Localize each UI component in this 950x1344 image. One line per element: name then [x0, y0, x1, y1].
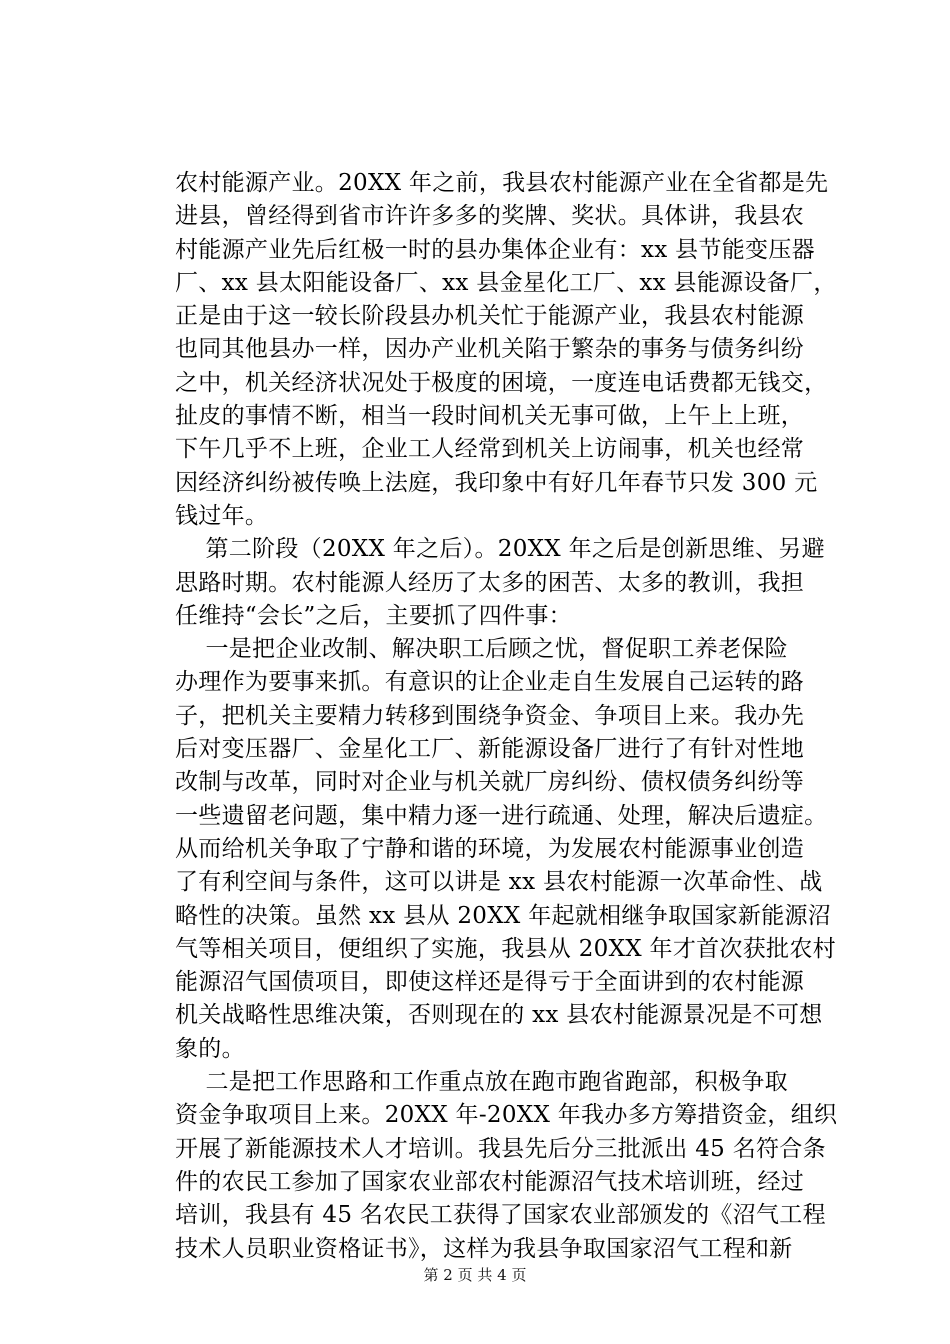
text-line: 农村能源产业。20XX 年之前，我县农村能源产业在全省都是先: [175, 170, 829, 196]
text-line: 开展了新能源技术人才培训。我县先后分三批派出 45 名符合条: [175, 1135, 826, 1162]
text-line: 思路时期。农村能源人经历了太多的困苦、太多的教训，我担: [175, 569, 805, 596]
text-line: 任维持“会长”之后，主要抓了四件事：: [175, 602, 572, 629]
text-line: 厂、xx 县太阳能设备厂、xx 县金星化工厂、xx 县能源设备厂，: [175, 269, 837, 296]
text-line: 钱过年。: [175, 502, 269, 529]
text-line: 件的农民工参加了国家农业部农村能源沼气技术培训班，经过: [175, 1168, 805, 1195]
paragraph-start-line: 第二阶段（20XX 年之后）。20XX 年之后是创新思维、另避: [175, 536, 825, 563]
text-line: 从而给机关争取了宁静和谐的环境，为发展农村能源事业创造: [175, 835, 805, 862]
text-line: 下午几乎不上班，企业工人经常到机关上访闹事，机关也经常: [175, 436, 805, 463]
text-line: 后对变压器厂、金星化工厂、新能源设备厂进行了有针对性地: [175, 736, 805, 763]
document-body: [175, 167, 865, 1266]
text-line: 了有利空间与条件，这可以讲是 xx 县农村能源一次革命性、战: [175, 869, 823, 896]
text-line: 能源沼气国债项目，即使这样还是得亏于全面讲到的农村能源: [175, 969, 805, 996]
text-line: 因经济纠纷被传唤上法庭，我印象中有好几年春节只发 300 元: [175, 469, 818, 496]
text-line: 扯皮的事情不断，相当一段时间机关无事可做，上午上上班，: [175, 403, 805, 430]
paragraph-start-line: 一是把企业改制、解决职工后顾之忧，督促职工养老保险: [175, 636, 788, 663]
text-line: 机关战略性思维决策，否则现在的 xx 县农村能源景况是不可想: [175, 1002, 823, 1029]
text-line: 也同其他县办一样，因办产业机关陷于繁杂的事务与债务纠纷: [175, 336, 805, 363]
text-line: 象的。: [175, 1035, 245, 1062]
text-line: 正是由于这一较长阶段县办机关忙于能源产业，我县农村能源: [175, 303, 805, 330]
page-number-footer: 第 2 页 共 4 页: [423, 1266, 527, 1284]
paragraph-start-line: 二是把工作思路和工作重点放在跑市跑省跑部，积极争取: [175, 1069, 788, 1096]
text-line: 技术人员职业资格证书》，这样为我县争取国家沼气工程和新: [175, 1235, 793, 1262]
text-line: 培训，我县有 45 名农民工获得了国家农业部颁发的《沼气工程: [175, 1202, 826, 1229]
text-line: 进县，曾经得到省市许许多多的奖牌、奖状。具体讲，我县农: [175, 203, 805, 230]
text-line: 村能源产业先后红极一时的县办集体企业有：xx 县节能变压器: [175, 236, 815, 263]
text-line: 略性的决策。虽然 xx 县从 20XX 年起就相继争取国家新能源沼: [175, 902, 832, 929]
text-line: 之中，机关经济状况处于极度的困境，一度连电话费都无钱交，: [175, 369, 828, 396]
text-line: 子，把机关主要精力转移到围绕争资金、争项目上来。我办先: [175, 702, 805, 729]
text-line: 气等相关项目，便组织了实施，我县从 20XX 年才首次获批农村: [175, 935, 836, 962]
text-line: 改制与改革，同时对企业与机关就厂房纠纷、债权债务纠纷等: [175, 769, 805, 796]
text-line: 办理作为要事来抓。有意识的让企业走自生发展自己运转的路: [175, 669, 805, 696]
text-line: 资金争取项目上来。20XX 年-20XX 年我办多方筹措资金，组织: [175, 1102, 838, 1129]
text-line: 一些遗留老问题，集中精力逐一进行疏通、处理，解决后遗症。: [175, 802, 828, 829]
